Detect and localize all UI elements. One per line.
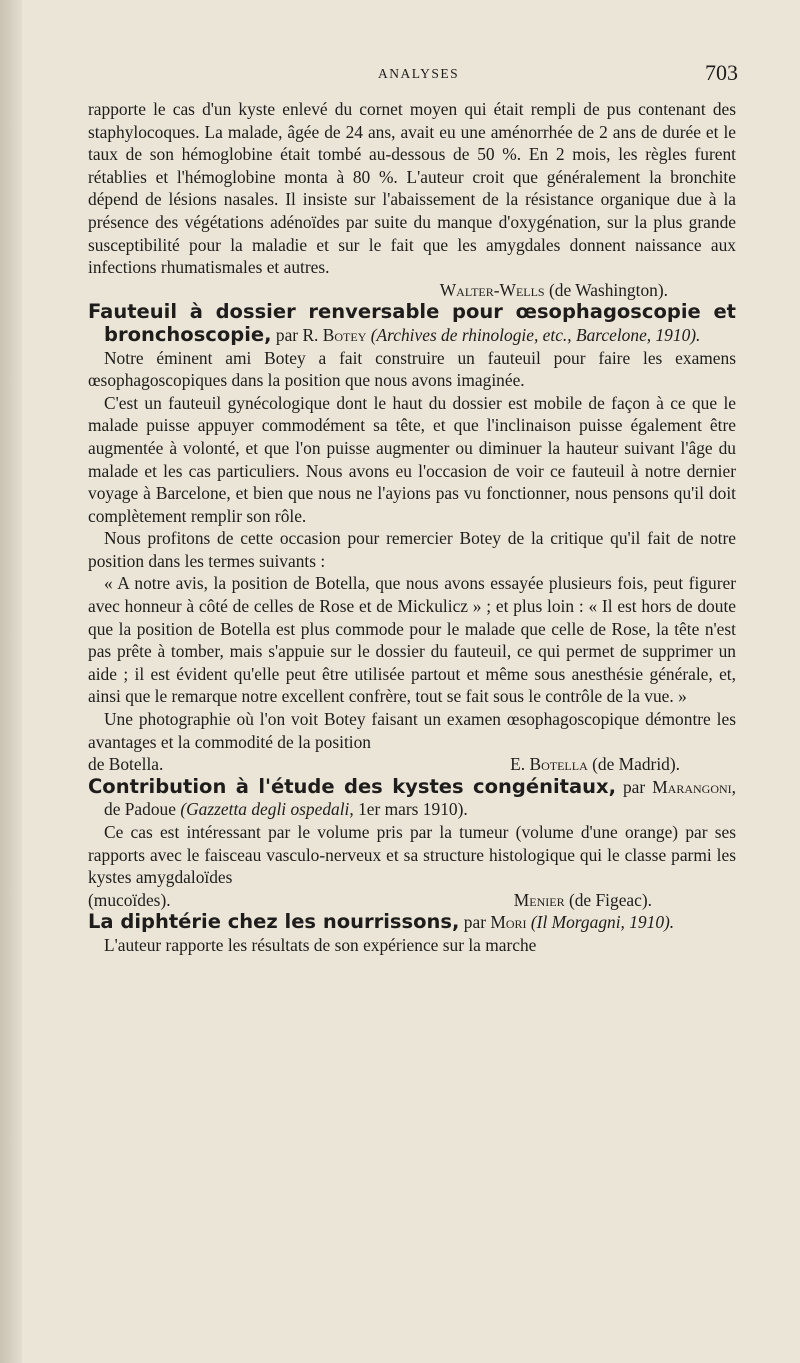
article-date: 1er mars 1910).	[358, 799, 468, 820]
reviewer-signature	[510, 753, 736, 776]
article-author: Mori	[490, 912, 527, 933]
reviewer-name: Walter-Wells	[439, 279, 545, 300]
article-heading	[88, 776, 736, 821]
reviewer-name: Menier	[513, 889, 565, 910]
article-source: (Il Morgagni, 1910).	[530, 912, 675, 933]
article-author: Botey	[322, 324, 367, 345]
page-header	[88, 60, 738, 90]
article-title: La diphtérie chez les nourrissons,	[88, 910, 460, 934]
reviewer-place: (de Madrid).	[592, 754, 680, 775]
article-by: par	[622, 776, 646, 797]
reviewer-name: E. Botella	[510, 754, 588, 775]
article-by: par	[463, 912, 486, 933]
paragraph: C'est un fauteuil gynécologique dont le haut du dossier est mobile de façon à ce que le malade puisse appuyer commodément sa tête, et que l'inclinaison puisse également être augmentée à volonté, et que l'on puisse augmenter ou diminuer la hauteur suivant l'âge du malade et les cas particuliers. Nous avons eu l'occasion de voir ce fauteuil à notre dernier voyage à Barcelone, et bien que nous ne l'ayions pas vu fonctionner, nous pensons qu'il doit complètement remplir son rôle.	[88, 392, 736, 526]
paragraph: Ce cas est intéressant par le volume pris par la tumeur (volume d'une orange) par ses rapports avec le faisceau vasculo-nerveux et sa structure histologique qui le classe parmi les kystes amygdaloïdes	[88, 822, 736, 888]
article-source: (Archives de rhinologie, etc., Barcelone, 1910).	[370, 324, 701, 345]
paragraph-last-line: de Botella.	[88, 754, 164, 775]
article-heading	[88, 911, 736, 934]
quotation-paragraph: « A notre avis, la position de Botella, que nous avons essayée plusieurs fois, peut figurer avec honneur à côté de celles de Rose et de Mickulicz » ; et plus loin : « Il est hors de doute que la position de Botella est plus commode pour le malade que celle de Rose, la tête n'est pas prête à tomber, mais s'appuie sur le dossier du fauteuil, ce qui permet de supprimer un aide ; il est évident qu'elle peut être utilisée partout et même sous anesthésie générale, et, ainsi que le remarque notre excellent confrère, tout se fait sous le contrôle de la vue. »	[88, 573, 736, 707]
article-title: Contribution à l'étude des kystes congénitaux,	[88, 774, 616, 798]
paragraph: Notre éminent ami Botey a fait construire un fauteuil pour faire les examens œsophagoscopiques dans la position que nous avons imaginée.	[88, 347, 736, 391]
article-title: Fauteuil à dossier renversable pour œsophagoscopie et bronchoscopie,	[88, 300, 736, 346]
paragraph: L'auteur rapporte les résultats de son expérience sur la marche	[104, 934, 537, 955]
continued-paragraph: rapporte le cas d'un kyste enlevé du cornet moyen qui était rempli de pus contenant des staphylocoques. La malade, âgée de 24 ans, avait eu une aménorrhée de 2 ans de durée et le taux de son hémoglobine était tombé au-dessous de 50 %. En 2 mois, les règles furent rétablies et l'hémoglobine monta à 80 %. L'auteur croit que généralement la bronchite dépend de lésions nasales. Il insiste sur l'abaissement de la résistance organique due à la présence des végétations adénoïdes par suite du manque d'oxygénation, sur la plus grande susceptibilité pour la maladie et sur le fait que les amygdales donnent naissance aux infections rhumatismales et autres.	[88, 99, 736, 278]
article-by: par R.	[275, 324, 319, 345]
paragraph-last-line: (mucoïdes).	[88, 889, 171, 910]
article-origin: , de Padoue	[104, 776, 737, 820]
paragraph-end-with-signature	[88, 753, 736, 776]
article-heading	[88, 301, 736, 346]
paragraph: Nous profitons de cette occasion pour remercier Botey de la critique qu'il fait de notre position dans les termes suivants :	[88, 528, 736, 571]
paragraph: Une photographie où l'on voit Botey faisant un examen œsophagoscopique démontre les avantages et la commodité de la position	[88, 709, 736, 752]
reviewer-place: (de Washington).	[548, 279, 668, 300]
reviewer-place: (de Figeac).	[568, 889, 652, 910]
article-author: Marangoni	[652, 776, 732, 797]
reviewer-signature	[514, 889, 736, 912]
running-head: ANALYSES	[378, 66, 460, 81]
paragraph-end-with-signature	[88, 889, 736, 912]
article-source: (Gazzetta degli ospedali,	[180, 799, 354, 820]
body-text	[88, 98, 736, 957]
page-edge-shadow	[0, 0, 22, 1363]
page-number: 703	[705, 60, 738, 85]
reviewer-signature	[88, 279, 736, 302]
